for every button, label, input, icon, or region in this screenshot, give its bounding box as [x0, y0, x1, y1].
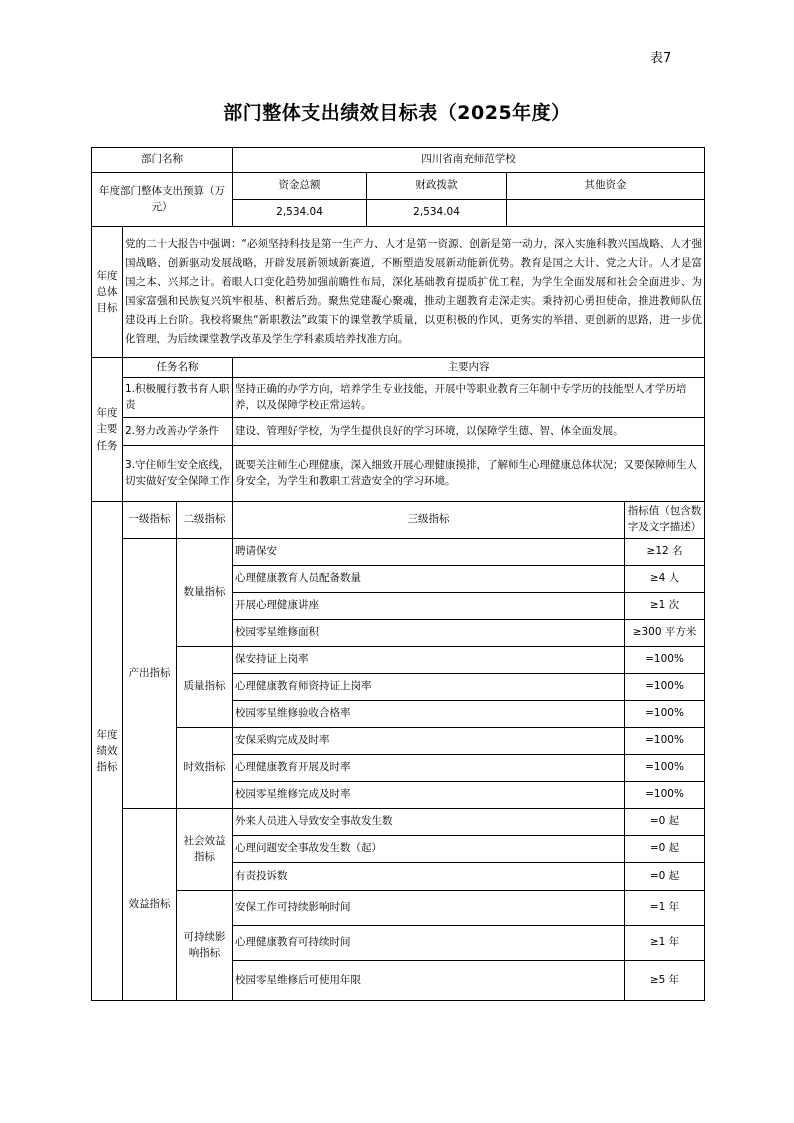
performance-table: [91, 147, 705, 1001]
indicator-value: ≥300 平方米: [625, 620, 705, 647]
level2-quality: 质量指标: [177, 647, 233, 728]
indicator-value: =100%: [625, 701, 705, 728]
indicators-label: 年度绩效指标: [92, 502, 123, 1001]
task-name: 1.积极履行教书育人职责: [123, 378, 233, 418]
indicator-value: =100%: [625, 782, 705, 809]
budget-other-value: [507, 200, 705, 227]
page-title: 部门整体支出绩效目标表（2025年度）: [223, 102, 571, 124]
level2-sustainability: 可持续影响指标: [177, 891, 233, 1001]
indicator-name: 保安持证上岗率: [233, 647, 625, 674]
budget-fiscal-header: 财政拨款: [367, 173, 507, 200]
budget-total-header: 资金总额: [233, 173, 367, 200]
indicator-name: 心理健康教育人员配备数量: [233, 566, 625, 593]
indicator-name: 聘请保安: [233, 539, 625, 566]
task-name: 2.努力改善办学条件: [123, 418, 233, 446]
indicator-name: 校园零星维修后可使用年限: [233, 961, 625, 1001]
level1-header: 一级指标: [123, 502, 177, 539]
level1-output: 产出指标: [123, 539, 177, 809]
indicator-value: =0 起: [625, 863, 705, 891]
level2-timeliness: 时效指标: [177, 728, 233, 809]
annual-goal-label: 年度总体目标: [92, 227, 123, 358]
indicator-name: 心理问题安全事故发生数（起）: [233, 836, 625, 863]
level2-social: 社会效益指标: [177, 809, 233, 891]
indicator-value: =100%: [625, 674, 705, 701]
indicator-value: ≥4 人: [625, 566, 705, 593]
indicator-name: 外来人员进入导致安全事故发生数: [233, 809, 625, 836]
level2-header: 二级指标: [177, 502, 233, 539]
budget-total-value: 2,534.04: [233, 200, 367, 227]
level2-quantity: 数量指标: [177, 539, 233, 647]
task-name-header: 任务名称: [123, 358, 233, 378]
indicator-value: =100%: [625, 647, 705, 674]
task-name: 3.守住师生安全底线，切实做好安全保障工作: [123, 446, 233, 502]
level1-benefit: 效益指标: [123, 809, 177, 1001]
task-content: 坚持正确的办学方向，培养学生专业技能，开展中等职业教育三年制中专学历的技能型人才学历培养，以及保障学校正常运转。: [233, 378, 705, 418]
indicator-value: ≥1 次: [625, 593, 705, 620]
indicator-name: 心理健康教育师资持证上岗率: [233, 674, 625, 701]
indicator-value: =100%: [625, 755, 705, 782]
value-header: 指标值（包含数字及文字描述）: [625, 502, 705, 539]
task-content: 既要关注师生心理健康，深入细致开展心理健康摸排，了解师生心理健康总体状况；又要保障师生人身安全，为学生和教职工营造安全的学习环境。: [233, 446, 705, 502]
indicator-value: =1 年: [625, 891, 705, 926]
dept-label: 部门名称: [92, 148, 233, 173]
page-tag: 表7: [650, 51, 672, 66]
dept-name: 四川省南充师范学校: [233, 148, 705, 173]
annual-goal-text: 党的二十大报告中强调：“必须坚持科技是第一生产力、人才是第一资源、创新是第一动力，深入实施科教兴国战略、人才强国战略、创新驱动发展战略，开辟发展新领域新赛道，不断塑造发展新动能新优势。教育是国之大计、党之大计。人才是富国之本、兴邦之计。着眼人口变化趋势加强前瞻性布局，深化基础教育提质扩优工程，为学生全面发展和社会全面进步、为国家富强和民族复兴筑牢根基、积蓄后劲。聚焦党建凝心聚魂，推动主题教育走深走实。秉持初心勇担使命，推进教师队伍建设再上台阶。我校将聚焦“新职教法”政策下的课堂教学质量，以更积极的作风、更务实的举措、更创新的思路，进一步优化管理，为后续课堂教学改革及学生学科素质培养找准方向。: [123, 227, 705, 358]
indicator-name: 有责投诉数: [233, 863, 625, 891]
indicator-name: 心理健康教育可持续时间: [233, 926, 625, 961]
indicator-name: 开展心理健康讲座: [233, 593, 625, 620]
indicator-value: =100%: [625, 728, 705, 755]
budget-label: 年度部门整体支出预算（万元）: [92, 173, 233, 227]
indicator-name: 安保工作可持续影响时间: [233, 891, 625, 926]
indicator-value: =0 起: [625, 809, 705, 836]
indicator-value: ≥5 年: [625, 961, 705, 1001]
budget-other-header: 其他资金: [507, 173, 705, 200]
level3-header: 三级指标: [233, 502, 625, 539]
tasks-label: 年度主要任务: [92, 358, 123, 502]
indicator-name: 校园零星维修完成及时率: [233, 782, 625, 809]
task-content-header: 主要内容: [233, 358, 705, 378]
budget-fiscal-value: 2,534.04: [367, 200, 507, 227]
indicator-value: =0 起: [625, 836, 705, 863]
indicator-name: 心理健康教育开展及时率: [233, 755, 625, 782]
indicator-value: ≥1 年: [625, 926, 705, 961]
task-content: 建设、管理好学校，为学生提供良好的学习环境，以保障学生德、智、体全面发展。: [233, 418, 705, 446]
indicator-name: 安保采购完成及时率: [233, 728, 625, 755]
indicator-name: 校园零星维修验收合格率: [233, 701, 625, 728]
indicator-value: ≥12 名: [625, 539, 705, 566]
indicator-name: 校园零星维修面积: [233, 620, 625, 647]
